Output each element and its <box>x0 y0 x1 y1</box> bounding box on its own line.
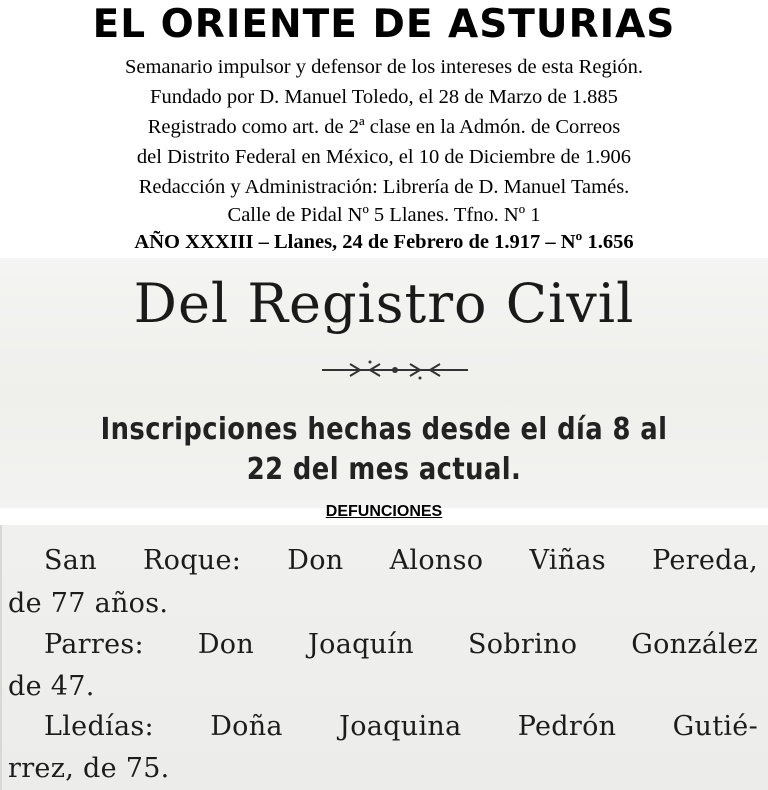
masthead-line-motto: Semanario impulsor y defensor de los intereses de esta Región. <box>124 56 644 78</box>
masthead-line-founded: Fundado por D. Manuel Toledo, el 28 de Marzo de 1.885 <box>150 86 618 108</box>
entry-line: de 77 años. <box>8 588 169 619</box>
entries-block <box>0 525 768 790</box>
entry-line: de 47. <box>8 671 95 702</box>
issue-line: AÑO XXXIII – Llanes, 24 de Febrero de 1.917 – Nº 1.656 <box>134 231 634 253</box>
masthead-line-address: Calle de Pidal Nº 5 Llanes. Tfno. Nº 1 <box>227 204 541 226</box>
entry-line: rrez, de 75. <box>8 753 170 784</box>
masthead-line-registered: Registrado como art. de 2ª clase en la Admón. de Correos <box>147 116 621 138</box>
entry-line: Parres: Don Joaquín Sobrino González <box>44 629 758 660</box>
section-heading: Del Registro Civil <box>133 272 635 335</box>
subheading-line-2: 22 del mes actual. <box>246 452 522 487</box>
entry-line: Lledías: Doña Joaquina Pedrón Gutié- <box>44 711 758 742</box>
subheading-line-1: Inscripciones hechas desde el día 8 al <box>100 412 668 447</box>
masthead-line-district: del Distrito Federal en México, el 10 de Diciembre de 1.906 <box>136 146 632 168</box>
category-heading: DEFUNCIONES <box>325 503 443 520</box>
masthead-line-administration: Redacción y Administración: Librería de D. Manuel Tamés. <box>138 176 630 198</box>
newspaper-title: EL ORIENTE DE ASTURIAS <box>92 2 676 47</box>
ornament-divider-icon <box>320 358 470 382</box>
entry-line: San Roque: Don Alonso Viñas Pereda, <box>44 545 758 576</box>
